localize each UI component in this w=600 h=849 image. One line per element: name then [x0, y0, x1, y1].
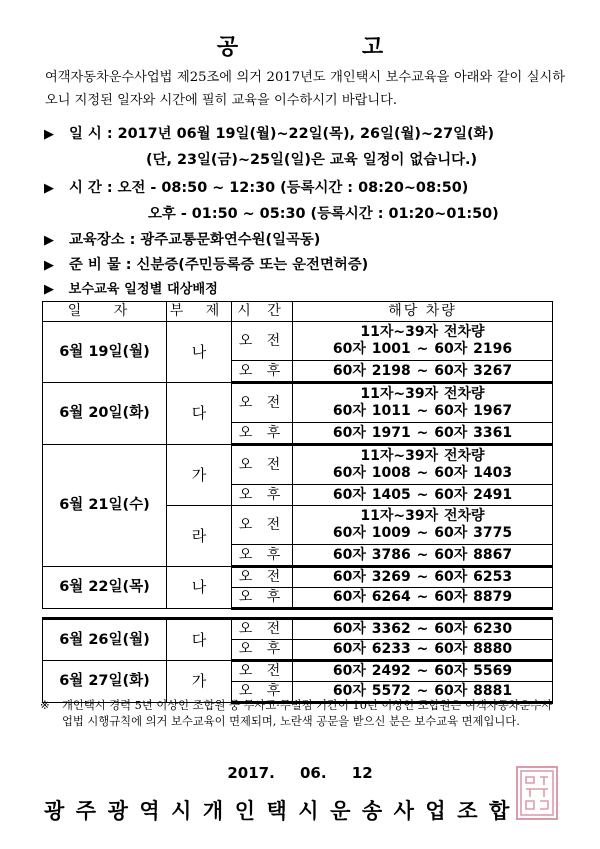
row-pm-label: 오 후 — [232, 545, 293, 567]
row-date: 6월 26일(월) — [43, 619, 167, 661]
prep-label: 준 비 물 : — [69, 257, 132, 273]
schedule-table — [42, 301, 552, 704]
cars-line: 11자~39자 전차량 — [360, 386, 485, 402]
row-group: 라 — [167, 506, 232, 567]
cars-line: 60자 1011 ~ 60자 1967 — [332, 403, 513, 419]
row-am-label: 오 전 — [232, 661, 293, 682]
cars-line: 11자~39자 전차량 — [360, 508, 485, 524]
date-label: 일 시 : — [69, 126, 113, 142]
row-pm-label: 오 후 — [232, 640, 293, 661]
table-row — [43, 445, 553, 485]
triangle-right-icon: ▶ — [44, 181, 54, 196]
schedule-time-line — [44, 176, 468, 197]
cars-line: 60자 1009 ~ 60자 3775 — [332, 525, 513, 541]
row-am-label: 오 전 — [232, 322, 293, 361]
triangle-right-icon: ▶ — [44, 258, 54, 273]
place-line — [44, 228, 320, 249]
row-pm-cars: 60자 5572 ~ 60자 8881 — [293, 682, 553, 703]
row-am-label: 오 전 — [232, 567, 293, 588]
header-time: 시 간 — [232, 302, 293, 322]
row-date: 6월 27일(화) — [43, 661, 167, 703]
row-group: 다 — [167, 383, 232, 445]
triangle-right-icon: ▶ — [44, 282, 54, 297]
table-row — [43, 661, 553, 682]
row-am-cars: 60자 3269 ~ 60자 6253 — [293, 567, 553, 588]
time-am: 오전 - 08:50 ~ 12:30 (등록시간 : 08:20~08:50) — [117, 180, 469, 196]
seal-pattern-icon — [518, 768, 556, 818]
intro-paragraph: 여객자동차운수사업법 제25조에 의거 2017년도 개인택시 보수교육을 아래와 같이 실시하오니 지정된 일자와 시간에 필히 교육을 이수하시기 바랍니다. — [45, 70, 565, 108]
row-am-cars: 60자 3362 ~ 60자 6230 — [293, 619, 553, 640]
row-pm-label: 오 후 — [232, 682, 293, 703]
table-row — [43, 619, 553, 640]
row-pm-label: 오 후 — [232, 361, 293, 383]
place-label: 교육장소 : — [69, 232, 136, 248]
row-date: 6월 22일(목) — [43, 567, 167, 609]
row-am-label: 오 전 — [232, 383, 293, 423]
table-heading: 보수교육 일정별 대상배정 — [68, 282, 218, 297]
date-value: 2017년 06월 19일(월)~22일(목), 26일(월)~27일(화) — [117, 126, 495, 142]
cars-line: 11자~39자 전차량 — [360, 448, 485, 464]
prep-value: 신분증(주민등록증 또는 운전면허증) — [136, 257, 369, 273]
note-text: 개인택시 경력 5년 이상인 조합원 중 무사고·무벌점 기간이 10년 이상인 조합원은 여객자동차운수사업법 시행규칙에 의거 보수교육이 면제되며, 노란색 공문을 받으신 분은 보수교육 면제입니다. — [62, 699, 553, 728]
row-date: 6월 19일(월) — [43, 322, 167, 383]
issue-date: 2017. 06. 12 — [227, 764, 373, 782]
header-group: 부 제 — [167, 302, 232, 322]
gap-cell — [43, 609, 553, 619]
triangle-right-icon: ▶ — [44, 233, 54, 248]
row-pm-label: 오 후 — [232, 485, 293, 506]
official-seal-icon — [516, 766, 558, 820]
union-name: 광주광역시개인택시운송사업조합 — [44, 799, 521, 823]
time-label: 시 간 : — [69, 180, 113, 196]
row-pm-cars: 60자 6264 ~ 60자 8879 — [293, 588, 553, 609]
cars-line: 60자 1001 ~ 60자 2196 — [332, 341, 513, 357]
row-group: 나 — [167, 322, 232, 383]
prep-line — [44, 253, 368, 274]
row-group: 나 — [167, 567, 232, 609]
row-am-cars: 60자 2492 ~ 60자 5569 — [293, 661, 553, 682]
table-row — [43, 567, 553, 588]
header-date: 일 자 — [43, 302, 167, 322]
row-am-cars — [293, 445, 553, 485]
row-pm-cars: 60자 1405 ~ 60자 2491 — [293, 485, 553, 506]
row-pm-label: 오 후 — [232, 423, 293, 445]
table-gap — [43, 609, 553, 619]
row-pm-cars: 60자 3786 ~ 60자 8867 — [293, 545, 553, 567]
row-group: 가 — [167, 661, 232, 703]
triangle-right-icon: ▶ — [44, 127, 54, 142]
row-pm-cars: 60자 6233 ~ 60자 8880 — [293, 640, 553, 661]
table-row — [43, 322, 553, 361]
row-am-cars — [293, 322, 553, 361]
notice-title: 공 고 — [216, 35, 442, 60]
cars-line: 60자 1008 ~ 60자 1403 — [332, 465, 513, 481]
row-group: 다 — [167, 619, 232, 661]
row-pm-cars: 60자 2198 ~ 60자 3267 — [293, 361, 553, 383]
header-cars: 해당 차량 — [293, 302, 553, 322]
row-pm-label: 오 후 — [232, 588, 293, 609]
row-am-label: 오 전 — [232, 445, 293, 485]
time-pm: 오후 - 01:50 ~ 05:30 (등록시간 : 01:20~01:50) — [148, 206, 499, 222]
cars-line: 11자~39자 전차량 — [360, 324, 485, 340]
row-pm-cars: 60자 1971 ~ 60자 3361 — [293, 423, 553, 445]
place-value: 광주교통문화연수원(일곡동) — [140, 232, 321, 248]
table-row — [43, 383, 553, 423]
row-am-cars — [293, 506, 553, 545]
row-am-cars — [293, 383, 553, 423]
row-am-label: 오 전 — [232, 506, 293, 545]
date-note: (단, 23일(금)~25일(일)은 교육 일정이 없습니다.) — [146, 152, 478, 168]
row-date: 6월 20일(화) — [43, 383, 167, 445]
table-heading-line — [44, 278, 218, 297]
row-am-label: 오 전 — [232, 619, 293, 640]
footnote — [40, 698, 560, 730]
row-group: 가 — [167, 445, 232, 506]
note-mark: ※ — [40, 699, 50, 712]
row-date: 6월 21일(수) — [43, 445, 167, 567]
schedule-date-line — [44, 122, 494, 143]
